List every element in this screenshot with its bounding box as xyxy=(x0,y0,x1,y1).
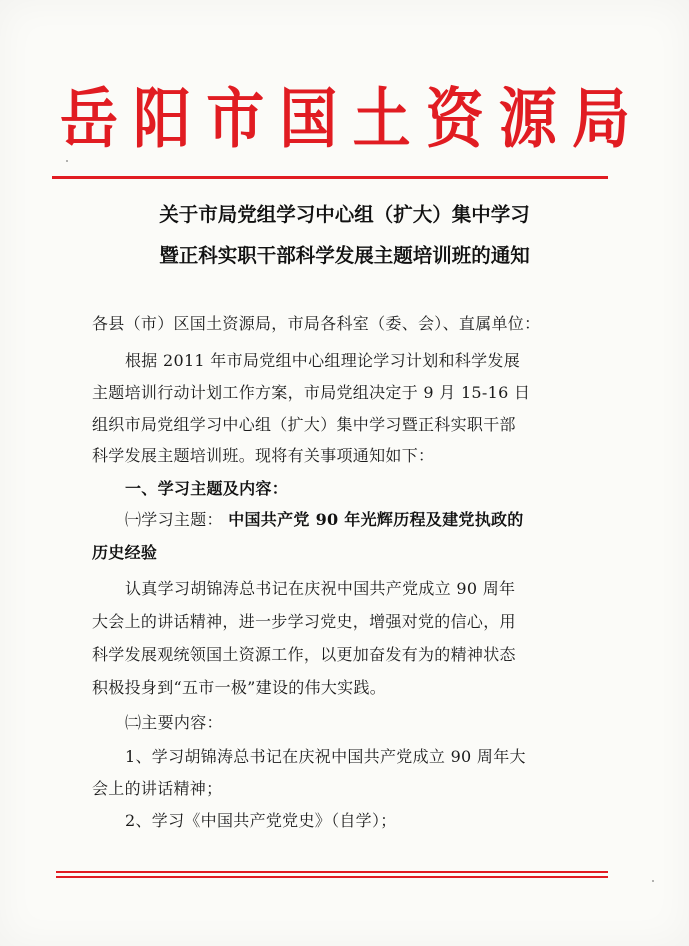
scan-speck xyxy=(66,160,68,162)
footer-red-rule xyxy=(56,871,608,873)
theme-body-line: 积极投身到“五市一极”建设的伟大实践。 xyxy=(92,678,387,697)
theme-label: ㈠学习主题： xyxy=(125,510,223,529)
letterhead-char: 资 xyxy=(425,80,484,157)
footer-red-rule xyxy=(56,876,608,878)
letterhead-char: 阳 xyxy=(133,80,192,157)
content-item: 2、学习《中国共产党党史》（自学）； xyxy=(125,811,397,830)
content-item-continued: 会上的讲话精神； xyxy=(92,779,223,798)
salutation: 各县（市）区国土资源局，市局各科室（委、会）、直属单位： xyxy=(92,314,541,333)
letterhead-char: 市 xyxy=(206,80,265,157)
content-item: 1、学习胡锦涛总书记在庆祝中国共产党成立 90 周年大 xyxy=(125,747,526,766)
theme-value-continued: 历史经验 xyxy=(92,543,158,562)
intro-line: 根据 2011 年市局党组中心组理论学习计划和科学发展 xyxy=(125,351,520,370)
theme-body-line: 认真学习胡锦涛总书记在庆祝中国共产党成立 90 周年 xyxy=(125,579,516,598)
letterhead-char: 局 xyxy=(571,80,630,157)
letterhead-char: 源 xyxy=(498,80,557,157)
theme-line xyxy=(125,507,524,530)
scan-speck xyxy=(652,880,654,882)
letterhead-char: 土 xyxy=(352,80,411,157)
intro-line: 科学发展主题培训班。现将有关事项通知如下： xyxy=(92,446,435,465)
document-title-line-1: 关于市局党组学习中心组（扩大）集中学习 xyxy=(159,203,530,226)
theme-body-line: 大会上的讲话精神，进一步学习党史，增强对党的信心，用 xyxy=(92,612,516,631)
document-title-line-2: 暨正科实职干部科学发展主题培训班的通知 xyxy=(159,244,530,267)
letterhead-red-rule xyxy=(52,176,608,179)
section-heading: 一、学习主题及内容： xyxy=(125,479,289,498)
letterhead-char: 岳 xyxy=(60,80,119,157)
content-heading: ㈡主要内容： xyxy=(125,713,223,732)
intro-line: 主题培训行动计划工作方案，市局党组决定于 9 月 15-16 日 xyxy=(92,383,531,402)
theme-body-line: 科学发展观统领国土资源工作，以更加奋发有为的精神状态 xyxy=(92,645,516,664)
letterhead-char: 国 xyxy=(279,80,338,157)
letterhead-org-name xyxy=(60,80,630,157)
theme-value: 中国共产党 90 年光辉历程及建党执政的 xyxy=(228,510,524,529)
intro-line: 组织市局党组学习中心组（扩大）集中学习暨正科实职干部 xyxy=(92,415,516,434)
